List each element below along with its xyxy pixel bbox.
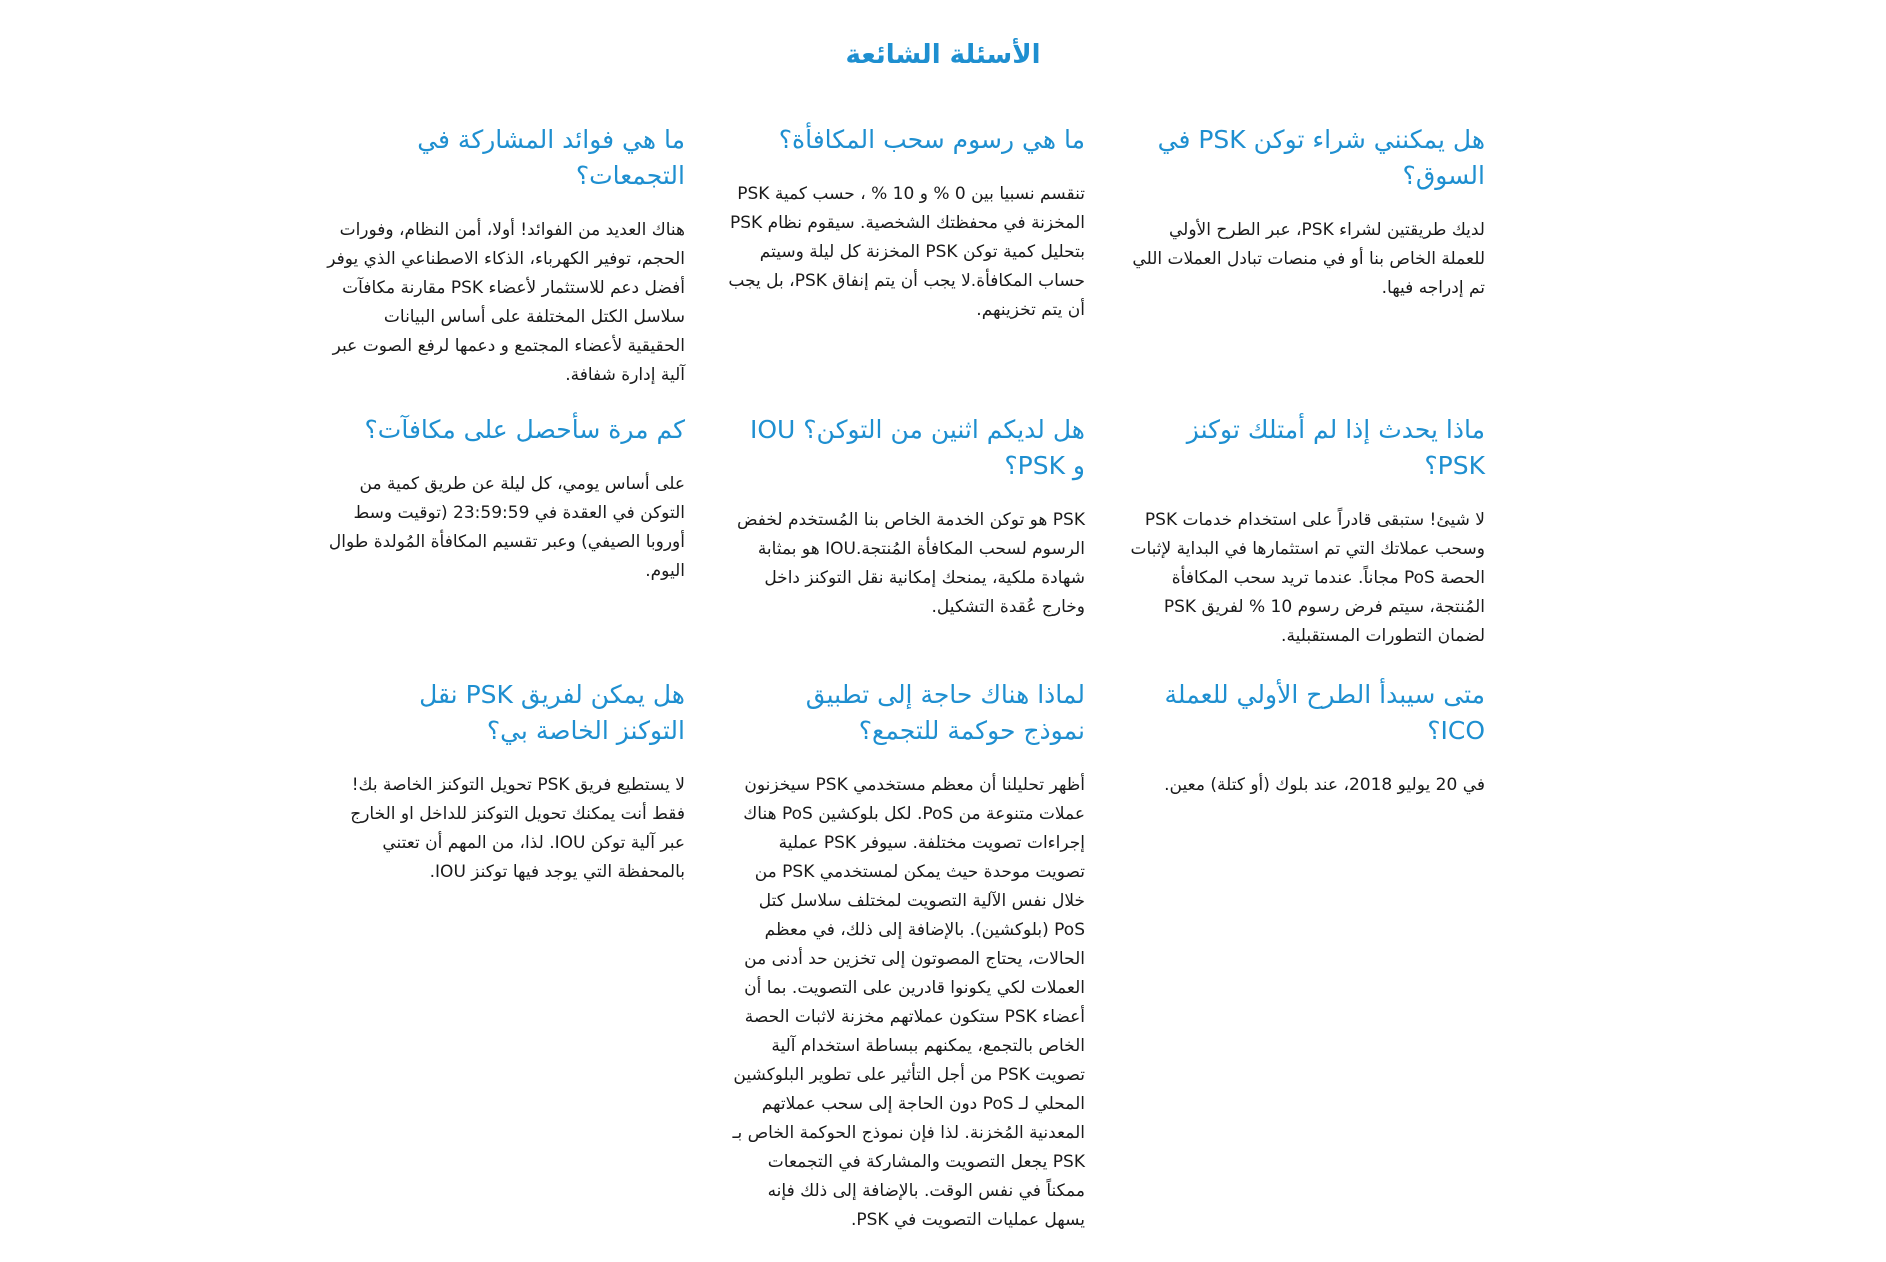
faq-question: هل يمكنني شراء توكن PSK في السوق؟ (1157, 125, 1485, 190)
faq-answer: تنقسم نسبيا بين 0 % و 10 % ، حسب كمية PSK المخزنة في محفظتك الشخصية. سيقوم نظام PSK بتحليل كمية توكن PSK المخزنة كل ليلة وسيتم حساب المكافأة.لا يجب أن يتم إنفاق PSK، بل يجب أن يتم تخزينهم. (728, 184, 1085, 320)
faq-item-reward-frequency (315, 412, 685, 677)
faq-grid (315, 122, 1485, 1230)
faq-item-two-tokens (685, 412, 1085, 677)
faq-item-governance-model (685, 677, 1085, 1230)
page-title: الأسئلة الشائعة (845, 40, 1041, 70)
faq-answer: لا شيئ! ستبقى قادراً على استخدام خدمات PSK وسحب عملاتك التي تم استثمارها في البداية لإثبات الحصة PoS مجاناً. عندما تريد سحب المكافأة المُنتجة، سيتم فرض رسوم 10 % لفريق PSK لضمان التطورات المستقبلية. (1130, 510, 1485, 646)
faq-item-no-psk (1085, 412, 1485, 677)
faq-question: متى سيبدأ الطرح الأولي للعملة ICO؟ (1164, 680, 1485, 745)
faq-question: ماذا يحدث إذا لم أمتلك توكنز PSK؟ (1186, 415, 1485, 480)
faq-question: هل لديكم اثنين من التوكن؟ IOU و PSK؟ (749, 415, 1085, 480)
faq-question: هل يمكن لفريق PSK نقل التوكنز الخاصة بي؟ (419, 680, 685, 745)
faq-item-buy-psk (1085, 122, 1485, 412)
faq-item-withdraw-fees (685, 122, 1085, 412)
faq-item-pool-benefits (315, 122, 685, 412)
faq-answer: لا يستطيع فريق PSK تحويل التوكنز الخاصة بك! فقط أنت يمكنك تحويل التوكنز للداخل او الخارج عبر آلية توكن IOU. لذا، من المهم أن تعتني بالمحفظة التي يوجد فيها توكنز IOU. (350, 775, 685, 882)
faq-answer: لديك طريقتين لشراء PSK، عبر الطرح الأولي للعملة الخاص بنا أو في منصات تبادل العملات اللي تم إدراجه فيها. (1132, 220, 1485, 298)
faq-answer: أظهر تحليلنا أن معظم مستخدمي PSK سيخزنون عملات متنوعة من PoS. لكل بلوكشين PoS هناك إجراءات تصويت مختلفة. سيوفر PSK عملية تصويت موحدة حيث يمكن لمستخدمي PSK من خلال نفس الآلية التصويت لمختلف سلاسل كتل PoS (بلوكشين). بالإضافة إلى ذلك، في معظم الحالات، يحتاج المصوتون إلى تخزين حد أدنى من العملات لكي يكونوا قادرين على التصويت. بما أن أعضاء PSK ستكون عملاتهم مخزنة لاثبات الحصة الخاص بالتجمع، يمكنهم ببساطة استخدام آلية تصويت PSK من أجل التأثير على تطوير البلوكشين المحلي لـ PoS دون الحاجة إلى سحب عملاتهم المعدنية المُخزنة. لذا فإن نموذج الحوكمة الخاص بـ PSK يجعل التصويت والمشاركة في التجمعات ممكناً في نفس الوقت. بالإضافة إلى ذلك فإنه يسهل عمليات التصويت في PSK. (732, 775, 1085, 1230)
faq-answer: هناك العديد من الفوائد! أولا، أمن النظام، وفورات الحجم، توفير الكهرباء، الذكاء الاصطناعي الذي يوفر أفضل دعم للاستثمار لأعضاء PSK مقارنة مكافآت سلاسل الكتل المختلفة على أساس البيانات الحقيقية لأعضاء المجتمع و دعمها لرفع الصوت عبر آلية إدارة شفافة. (327, 220, 685, 385)
faq-question: ما هي فوائد المشاركة في التجمعات؟ (417, 125, 685, 190)
faq-item-ico-start (1085, 677, 1485, 1217)
faq-question: لماذا هناك حاجة إلى تطبيق نموذج حوكمة للتجمع؟ (805, 680, 1085, 745)
faq-answer: على أساس يومي، كل ليلة عن طريق كمية من التوكن في العقدة في 23:59:59 (توقيت وسط أوروبا الصيفي) وعبر تقسيم المكافأة المُولدة طوال اليوم. (328, 474, 685, 581)
faq-item-team-transfer (315, 677, 685, 1217)
faq-question: كم مرة سأحصل على مكافآت؟ (364, 415, 685, 444)
faq-answer: في 20 يوليو 2018، عند بلوك (أو كتلة) معين. (1164, 775, 1485, 795)
faq-answer: PSK هو توكن الخدمة الخاص بنا المُستخدم لخفض الرسوم لسحب المكافأة المُنتجة.IOU هو بمثابة شهادة ملكية، يمنحك إمكانية نقل التوكنز داخل وخارج عُقدة التشكيل. (736, 510, 1085, 617)
faq-question: ما هي رسوم سحب المكافأة؟ (778, 125, 1085, 154)
